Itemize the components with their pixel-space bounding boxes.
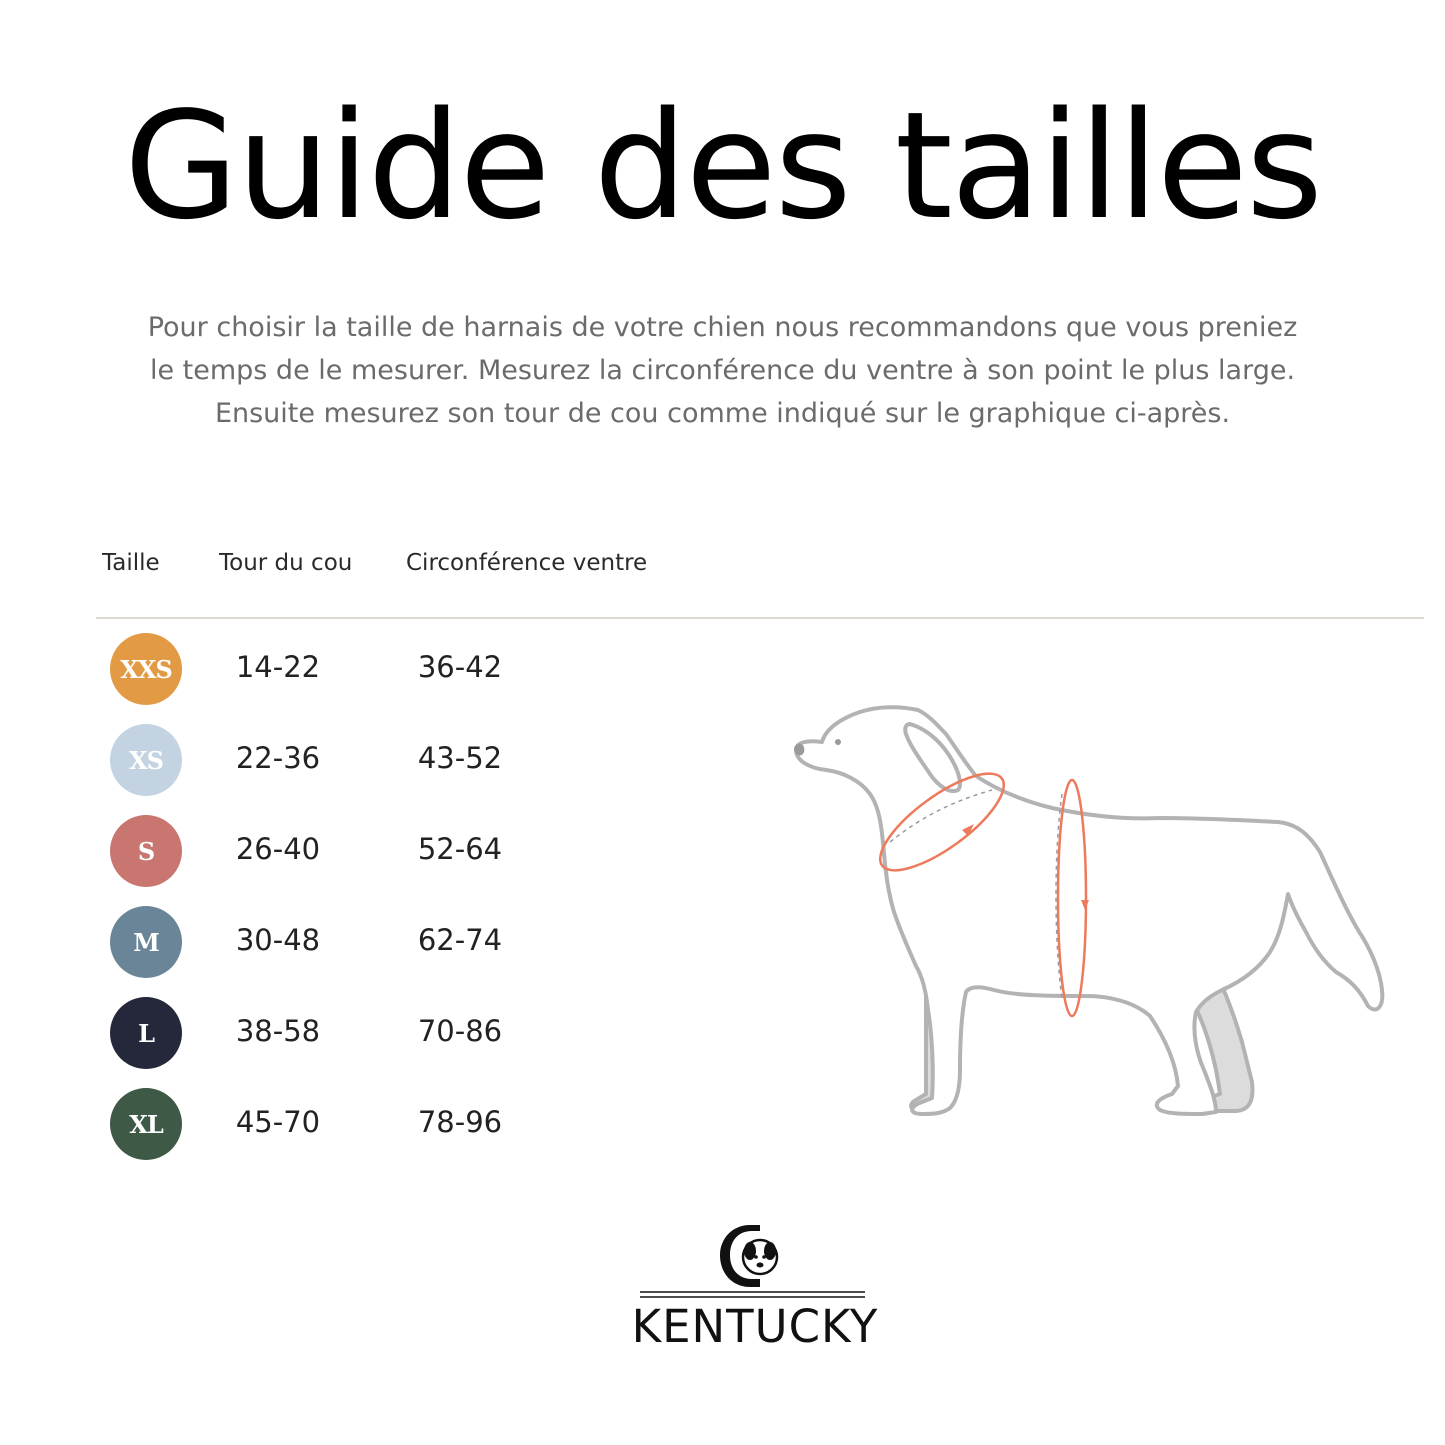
table-row-xl (0, 1088, 700, 1162)
neck-value: 14-22 (235, 650, 321, 684)
size-badge-l (110, 997, 182, 1069)
size-label: XXS (120, 654, 172, 684)
table-row-m (0, 906, 700, 980)
belly-value: 43-52 (417, 741, 503, 775)
neck-value: 26-40 (235, 832, 321, 866)
size-label: XL (129, 1109, 163, 1139)
dog-eye (835, 739, 841, 745)
header-neck: Tour du cou (219, 550, 353, 576)
table-row-s (0, 815, 700, 889)
size-badge-s (110, 815, 182, 887)
size-badge-xs (110, 724, 182, 796)
size-label: M (133, 927, 159, 957)
belly-value: 52-64 (417, 832, 503, 866)
size-label: XS (129, 745, 163, 775)
header-belly: Circonférence ventre (406, 550, 648, 576)
brand-logo (620, 1215, 890, 1355)
brand-name: KENTUCKY (631, 1300, 879, 1353)
neck-value: 45-70 (235, 1105, 321, 1139)
intro-line-2: le temps de le mesurer. Mesurez la circonférence du ventre à son point le plus large. (149, 355, 1296, 386)
intro-line-1: Pour choisir la taille de harnais de votre chien nous recommandons que vous preniez (147, 312, 1298, 343)
intro-line-3: Ensuite mesurez son tour de cou comme indiqué sur le graphique ci-après. (214, 398, 1231, 429)
size-label: S (137, 836, 155, 866)
size-badge-xl (110, 1088, 182, 1160)
neck-value: 30-48 (235, 923, 321, 957)
table-divider (96, 617, 1424, 619)
belly-value: 36-42 (417, 650, 503, 684)
belly-value: 70-86 (417, 1014, 503, 1048)
size-badge-xxs (110, 633, 182, 705)
kentucky-logo-icon (620, 1215, 890, 1305)
size-badge-m (110, 906, 182, 978)
table-row-xs (0, 724, 700, 798)
neck-value: 22-36 (235, 741, 321, 775)
neck-value: 38-58 (235, 1014, 321, 1048)
dog-measurement-icon (780, 690, 1400, 1130)
belly-value: 78-96 (417, 1105, 503, 1139)
table-row-l (0, 997, 700, 1071)
header-size: Taille (102, 550, 160, 576)
dog-body (796, 707, 1382, 1114)
size-label: L (138, 1018, 154, 1048)
belly-value: 62-74 (417, 923, 503, 957)
page-title: Guide des tailles (123, 80, 1322, 252)
intro-text (60, 306, 1385, 435)
table-row-xxs (0, 633, 700, 707)
